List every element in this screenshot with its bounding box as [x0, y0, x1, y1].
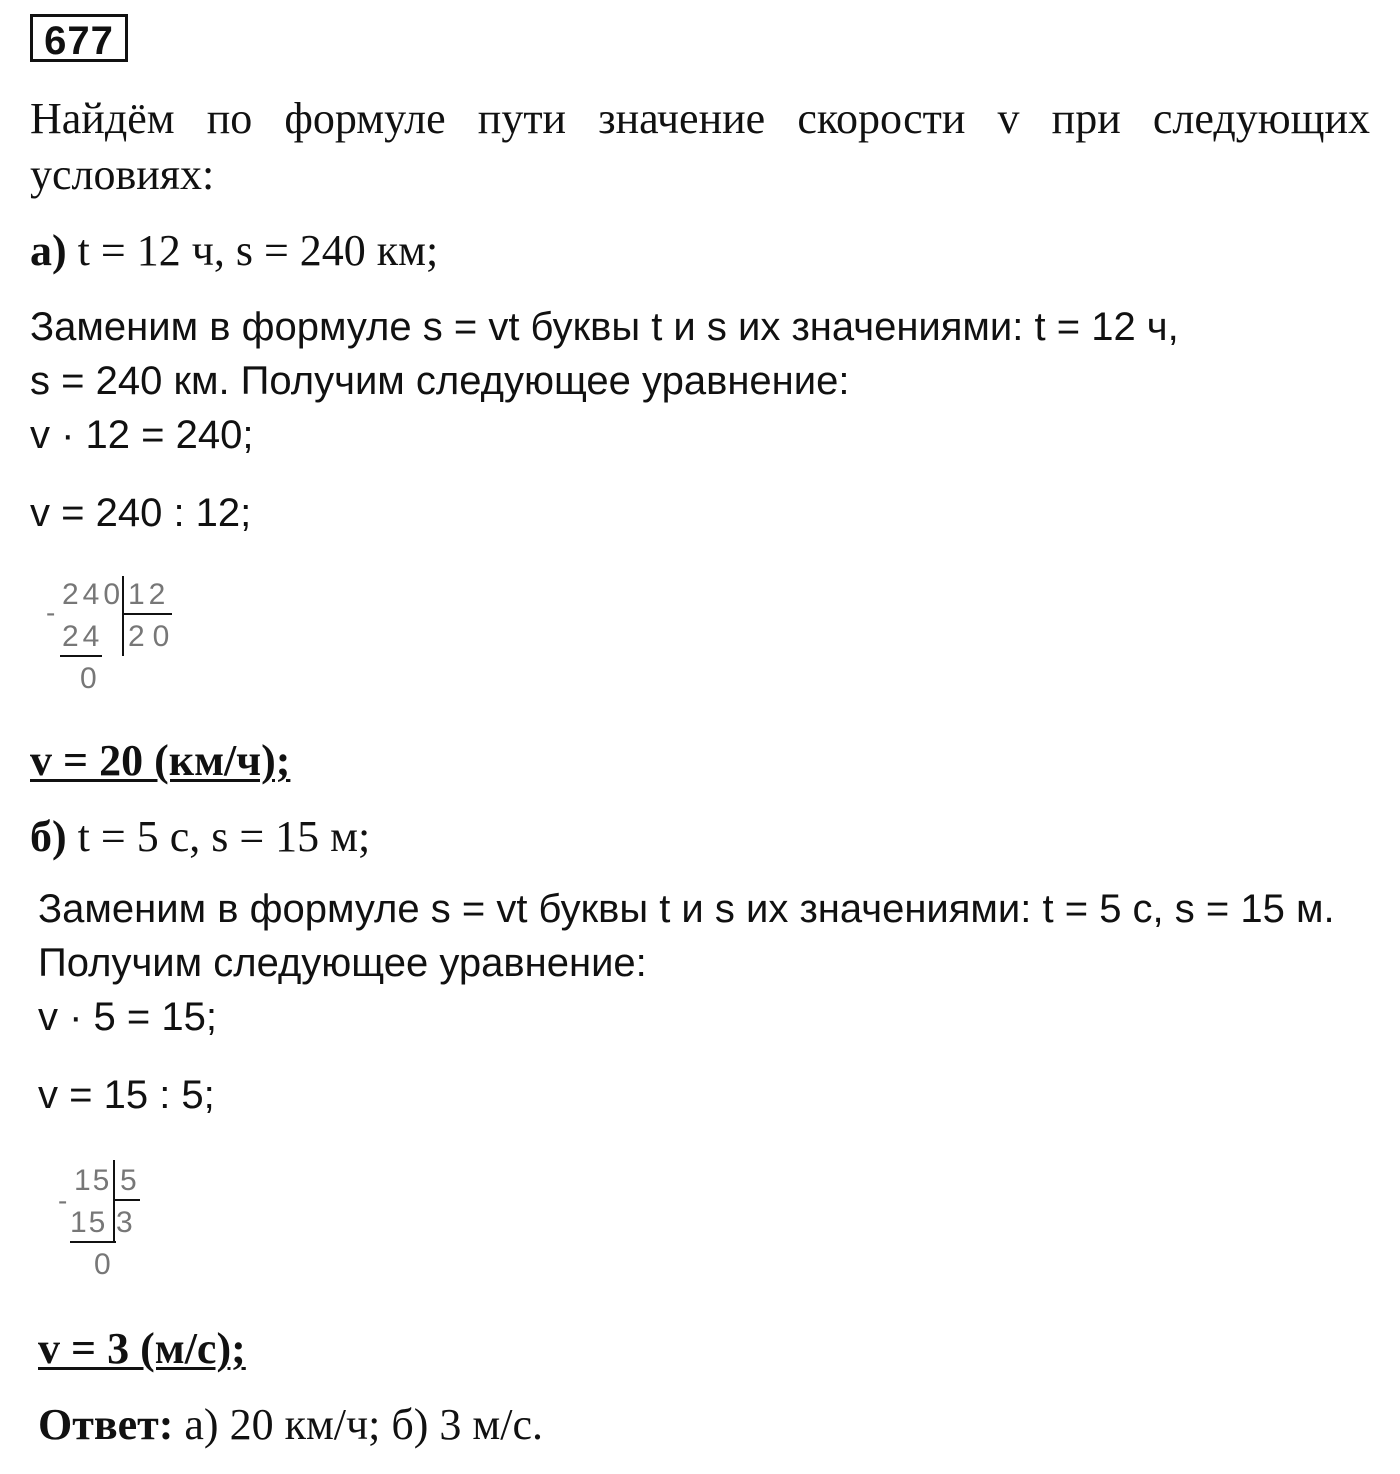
part-b-dividend: 15 [74, 1164, 112, 1197]
part-b-long-division [54, 1156, 174, 1286]
part-a-remainder: 0 [80, 662, 97, 695]
part-b-quotient: 3 [116, 1206, 133, 1239]
answer-label: Ответ: [38, 1400, 174, 1449]
part-a-substitution-line-1: Заменим в формуле s = vt буквы t и s их значениями: t = 12 ч, [30, 305, 1179, 349]
problem-number: 677 [30, 14, 128, 62]
part-b-equation-2: v = 15 : 5; [38, 1073, 215, 1117]
intro-line-2: условиях: [30, 150, 215, 199]
part-a-dividend: 240 [62, 578, 125, 611]
part-a-subtrahend: 24 [62, 620, 104, 653]
part-b-equation-1: v · 5 = 15; [38, 995, 217, 1039]
part-b-substitution-line-1: Заменим в формуле s = vt буквы t и s их значениями: t = 5 с, s = 15 м. [38, 887, 1335, 931]
part-b-division-minus: - [58, 1185, 68, 1216]
part-b-substitution-line-2: Получим следующее уравнение: [38, 941, 647, 985]
part-b-condition-line [30, 812, 370, 862]
part-a-substitution-line-2: s = 240 км. Получим следующее уравнение: [30, 359, 850, 403]
answer-text: а) 20 км/ч; б) 3 м/с. [184, 1400, 544, 1449]
part-a-result: v = 20 (км/ч); [30, 736, 291, 785]
answer-line [38, 1400, 543, 1450]
part-a-condition: t = 12 ч, s = 240 км; [77, 226, 439, 275]
part-b-divisor: 5 [120, 1164, 137, 1197]
part-a-long-division [40, 570, 190, 700]
part-a-label: а) [30, 226, 67, 275]
part-a-equation-2: v = 240 : 12; [30, 491, 252, 535]
part-a-divisor: 12 [128, 578, 170, 611]
part-b-condition: t = 5 с, s = 15 м; [77, 812, 371, 861]
part-a-condition-line [30, 226, 438, 276]
part-a-quotient: 20 [128, 620, 178, 653]
part-b-subtrahend: 15 [70, 1206, 108, 1239]
part-b-result: v = 3 (м/с); [38, 1324, 246, 1373]
part-b-label: б) [30, 812, 67, 861]
part-b-remainder: 0 [94, 1248, 111, 1281]
part-a-equation-1: v · 12 = 240; [30, 413, 254, 457]
intro-line-1: Найдём по формуле пути значение скорости v при следующих [30, 94, 1370, 143]
part-a-division-minus: - [46, 597, 56, 628]
